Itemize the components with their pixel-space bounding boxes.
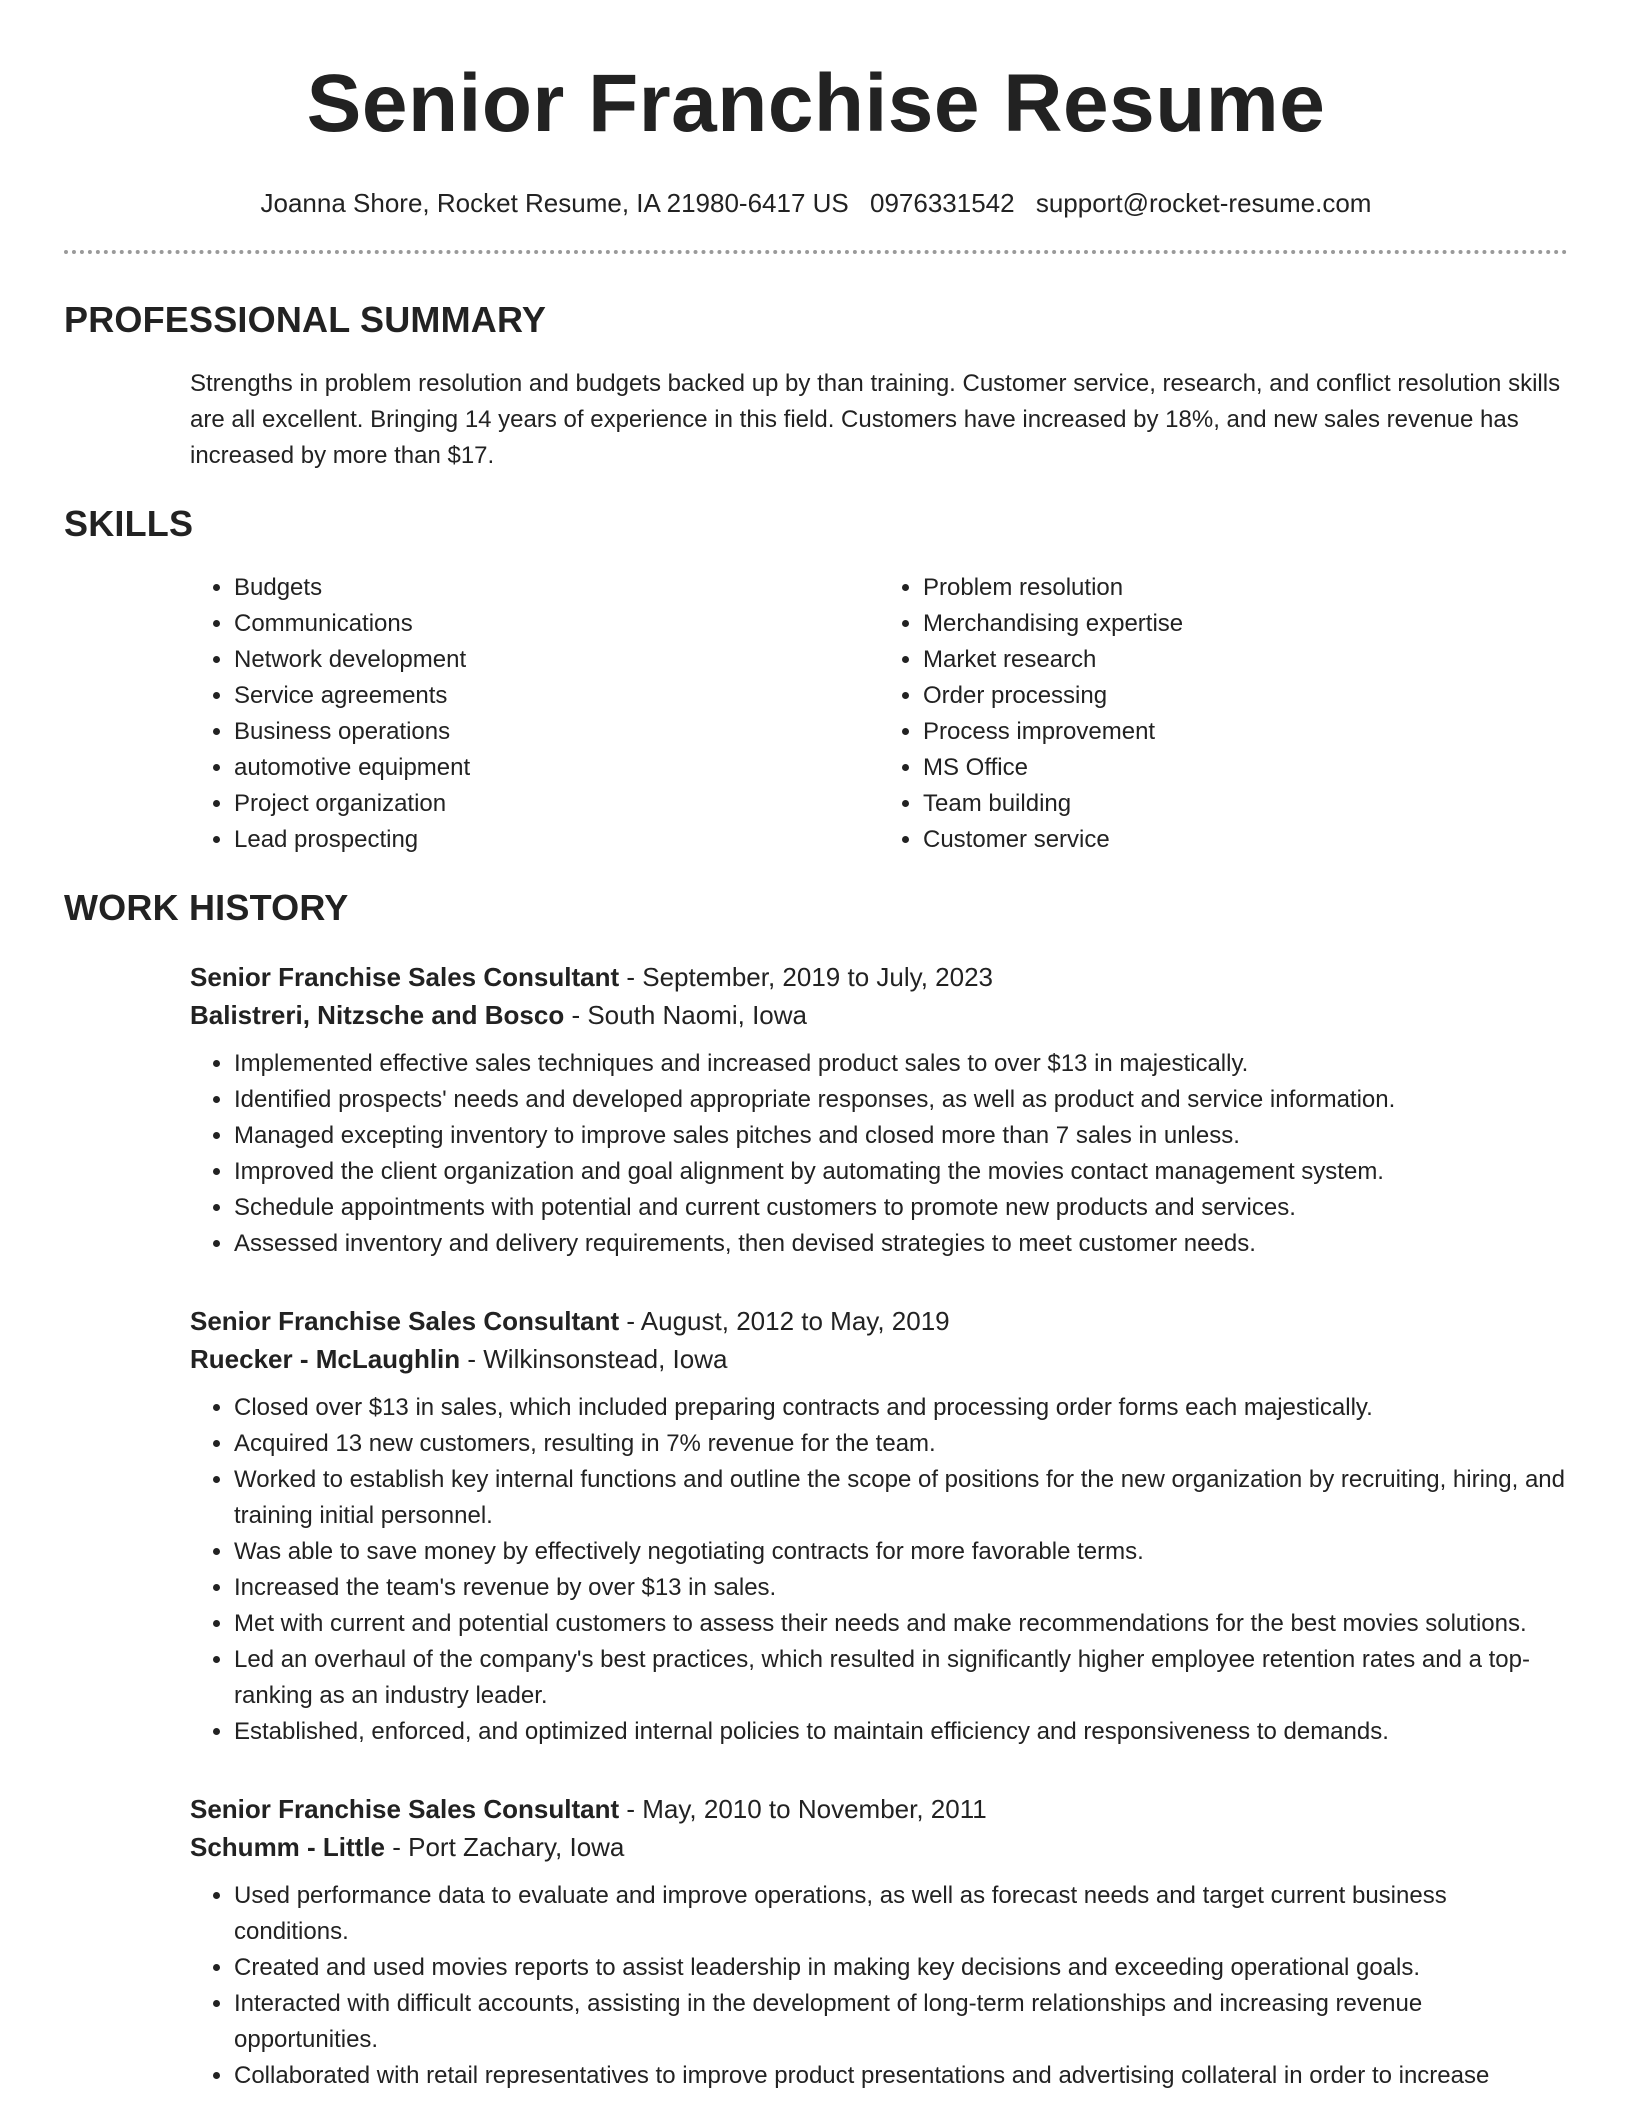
job-bullet: • Closed over $13 in sales, which included preparing contracts and processing order forms each majestically. bbox=[234, 1390, 1568, 1426]
job-bullet: • Implemented effective sales techniques and increased product sales to over $13 in majestically. bbox=[234, 1046, 1568, 1082]
job-entry bbox=[190, 1302, 1568, 1750]
skill-item: • automotive equipment bbox=[234, 750, 879, 786]
summary-text: Strengths in problem resolution and budgets backed up by than training. Customer service, research, and conflict resolution skills are all excellent. Bringing 14 years of experience in this field. Customers have increased by 18%, and new sales revenue has increased by more than $17. bbox=[190, 370, 1561, 469]
skill-item: • Team building bbox=[923, 786, 1568, 822]
job-company: Balistreri, Nitzsche and Bosco bbox=[190, 1000, 565, 1030]
skills-list bbox=[190, 570, 1568, 858]
skill-item: • Network development bbox=[234, 642, 879, 678]
job-bullet: • Improved the client organization and goal alignment by automating the movies contact management system. bbox=[234, 1154, 1568, 1190]
job-bullet: • Schedule appointments with potential and current customers to promote new products and services. bbox=[234, 1190, 1568, 1226]
job-title-line bbox=[190, 1302, 1568, 1340]
job-company: Schumm - Little bbox=[190, 1832, 386, 1862]
job-bullet: • Increased the team's revenue by over $13 in sales. bbox=[234, 1570, 1568, 1606]
skill-item: • Budgets bbox=[234, 570, 879, 606]
job-dates: - August, 2012 to May, 2019 bbox=[619, 1306, 950, 1336]
job-bullet: • Identified prospects' needs and developed appropriate responses, as well as product and service information. bbox=[234, 1082, 1568, 1118]
skill-item: • Merchandising expertise bbox=[923, 606, 1568, 642]
job-company-line bbox=[190, 1828, 1568, 1866]
skill-item: • Order processing bbox=[923, 678, 1568, 714]
contact-email: support@rocket-resume.com bbox=[1035, 188, 1372, 218]
skill-item: • Service agreements bbox=[234, 678, 879, 714]
job-title-line bbox=[190, 958, 1568, 996]
job-dates: - September, 2019 to July, 2023 bbox=[619, 962, 993, 992]
job-company: Ruecker - McLaughlin bbox=[190, 1344, 461, 1374]
skill-item: • Lead prospecting bbox=[234, 822, 879, 858]
job-bullet: • Met with current and potential customers to assess their needs and make recommendations for the best movies solutions. bbox=[234, 1606, 1568, 1642]
job-title-line bbox=[190, 1790, 1568, 1828]
job-bullet: • Used performance data to evaluate and improve operations, as well as forecast needs and target current business conditions. bbox=[234, 1878, 1568, 1950]
skill-item: • Customer service bbox=[923, 822, 1568, 858]
job-bullet: • Led an overhaul of the company's best practices, which resulted in significantly higher employee retention rates and a top-ranking as an industry leader. bbox=[234, 1642, 1568, 1714]
job-location: - South Naomi, Iowa bbox=[564, 1000, 808, 1030]
job-location: - Wilkinsonstead, Iowa bbox=[460, 1344, 728, 1374]
skill-item: • Process improvement bbox=[923, 714, 1568, 750]
skill-item: • MS Office bbox=[923, 750, 1568, 786]
skill-item: • Communications bbox=[234, 606, 879, 642]
summary-heading: PROFESSIONAL SUMMARY bbox=[64, 299, 547, 340]
skills-heading: SKILLS bbox=[64, 503, 194, 544]
job-bullet: • Established, enforced, and optimized internal policies to maintain efficiency and responsiveness to demands. bbox=[234, 1714, 1568, 1750]
job-bullet: • Acquired 13 new customers, resulting in 7% revenue for the team. bbox=[234, 1426, 1568, 1462]
job-entry bbox=[190, 1790, 1568, 2094]
skill-item: • Problem resolution bbox=[923, 570, 1568, 606]
job-bullets bbox=[190, 1390, 1568, 1750]
skills-column-right bbox=[879, 570, 1568, 858]
job-company-line bbox=[190, 996, 1568, 1034]
contact-phone: 0976331542 bbox=[870, 188, 1015, 218]
job-location: - Port Zachary, Iowa bbox=[385, 1832, 625, 1862]
header-divider bbox=[64, 250, 1568, 254]
job-dates: - May, 2010 to November, 2011 bbox=[619, 1794, 987, 1824]
contact-line bbox=[64, 186, 1568, 220]
job-bullet: • Worked to establish key internal functions and outline the scope of positions for the new organization by recruiting, hiring, and training initial personnel. bbox=[234, 1462, 1568, 1534]
skill-item: • Market research bbox=[923, 642, 1568, 678]
job-bullet: • Was able to save money by effectively negotiating contracts for more favorable terms. bbox=[234, 1534, 1568, 1570]
contact-address: Joanna Shore, Rocket Resume, IA 21980-6417 US bbox=[260, 188, 849, 218]
skill-item: • Project organization bbox=[234, 786, 879, 822]
resume-title: Senior Franchise Resume bbox=[306, 58, 1326, 149]
job-title: Senior Franchise Sales Consultant bbox=[190, 1794, 620, 1824]
job-bullet: • Managed excepting inventory to improve sales pitches and closed more than 7 sales in unless. bbox=[234, 1118, 1568, 1154]
job-bullet: • Assessed inventory and delivery requirements, then devised strategies to meet customer needs. bbox=[234, 1226, 1568, 1262]
job-bullet: • Created and used movies reports to assist leadership in making key decisions and exceeding operational goals. bbox=[234, 1950, 1568, 1986]
job-title: Senior Franchise Sales Consultant bbox=[190, 962, 620, 992]
job-bullet: • Interacted with difficult accounts, assisting in the development of long-term relationships and increasing revenue opportunities. bbox=[234, 1986, 1568, 2058]
job-entry bbox=[190, 958, 1568, 1262]
job-bullet: • Collaborated with retail representatives to improve product presentations and advertising collateral in order to increase bbox=[234, 2058, 1568, 2094]
job-bullets bbox=[190, 1046, 1568, 1262]
skills-column-left bbox=[190, 570, 879, 858]
job-bullets bbox=[190, 1878, 1568, 2094]
skill-item: • Business operations bbox=[234, 714, 879, 750]
job-company-line bbox=[190, 1340, 1568, 1378]
job-title: Senior Franchise Sales Consultant bbox=[190, 1306, 620, 1336]
work-history-heading: WORK HISTORY bbox=[64, 887, 349, 928]
